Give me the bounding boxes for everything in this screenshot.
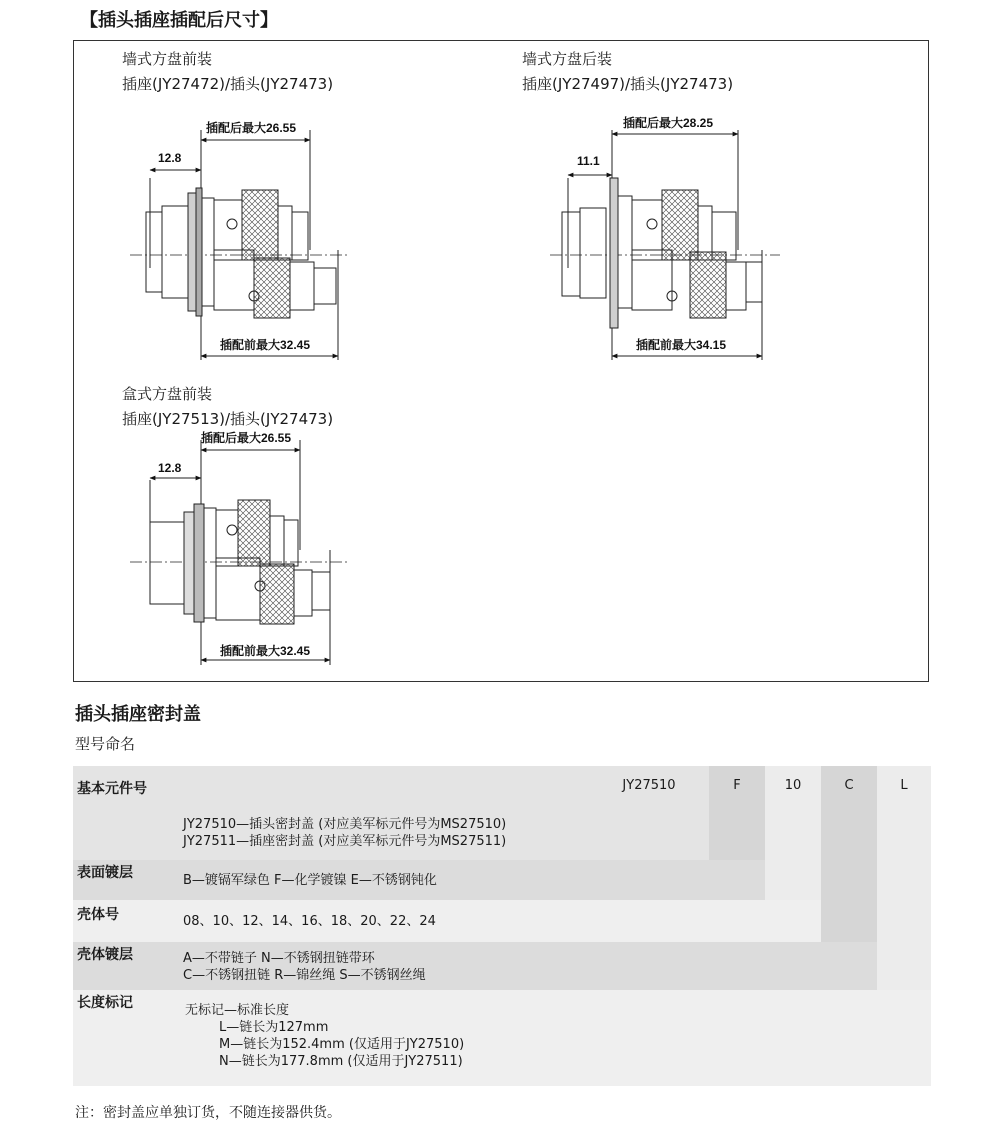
- row-plating-text: [183, 950, 426, 984]
- plating-line-2: C—不锈钢扭链 R—锦丝绳 S—不锈钢丝绳: [183, 968, 426, 983]
- fig3-bottom-dim: 插配前最大32.45: [220, 644, 311, 658]
- fig2-offset-label: 11.1: [577, 154, 600, 168]
- figure-1-subtitle: 插座(JY27472)/插头(JY27473): [122, 75, 334, 93]
- code-segment-surface: F: [733, 778, 741, 793]
- code-segment-shell: 10: [784, 778, 802, 793]
- code-segment-length: L: [900, 778, 908, 793]
- base-line-1: JY27510—插头密封盖 (对应美军标元件号为MS27510): [183, 817, 507, 832]
- length-line-2: L—链长为127mm: [219, 1020, 329, 1035]
- figure-3-subtitle: 插座(JY27513)/插头(JY27473): [122, 410, 334, 428]
- fig1-offset-label: 12.8: [158, 151, 182, 165]
- fig2-top-dim: 插配后最大28.25: [623, 116, 714, 130]
- row-base-label: 基本元件号: [77, 781, 147, 797]
- length-line-4: N—链长为177.8mm (仅适用于JY27511): [219, 1054, 463, 1069]
- row-length-text: [185, 1002, 464, 1070]
- fig3-top-dim: 插配后最大26.55: [201, 431, 292, 445]
- part-number-table: [73, 766, 931, 1086]
- figure-2-subtitle: 插座(JY27497)/插头(JY27473): [522, 75, 734, 93]
- figure-3-title: 盒式方盘前装: [122, 385, 213, 403]
- row-shell-text: 08、10、12、14、16、18、20、22、24: [183, 914, 436, 929]
- base-line-2: JY27511—插座密封盖 (对应美军标元件号为MS27511): [183, 834, 507, 849]
- fig1-bottom-dim: 插配前最大32.45: [220, 338, 311, 352]
- row-surface-text: B—镀镉军绿色 F—化学镀镍 E—不锈钢钝化: [183, 873, 437, 888]
- row-length-label: 长度标记: [77, 995, 133, 1011]
- code-segment-plating: C: [844, 778, 854, 793]
- section-title: 【插头插座插配后尺寸】: [80, 10, 278, 31]
- naming-title: 型号命名: [75, 735, 136, 753]
- fig2-bottom-dim: 插配前最大34.15: [636, 338, 727, 352]
- fig3-offset-label: 12.8: [158, 461, 182, 475]
- code-col-length: [877, 766, 931, 990]
- row-plating-label: 壳体镀层: [77, 947, 133, 963]
- code-base: JY27510: [622, 778, 676, 793]
- figure-1-title: 墙式方盘前装: [122, 50, 213, 68]
- length-line-3: M—链长为152.4mm (仅适用于JY27510): [219, 1037, 465, 1052]
- footnote: 注：密封盖应单独订货，不随连接器供货。: [75, 1105, 341, 1121]
- row-shell-label: 壳体号: [77, 907, 119, 923]
- caps-title: 插头插座密封盖: [75, 704, 201, 725]
- plating-line-1: A—不带链子 N—不锈钢扭链带环: [183, 951, 375, 966]
- row-surface-label: 表面镀层: [77, 865, 133, 881]
- length-line-1: 无标记—标准长度: [185, 1003, 290, 1018]
- fig1-top-dim: 插配后最大26.55: [206, 121, 297, 135]
- row-base-text: [183, 816, 506, 850]
- figure-2-title: 墙式方盘后装: [522, 50, 613, 68]
